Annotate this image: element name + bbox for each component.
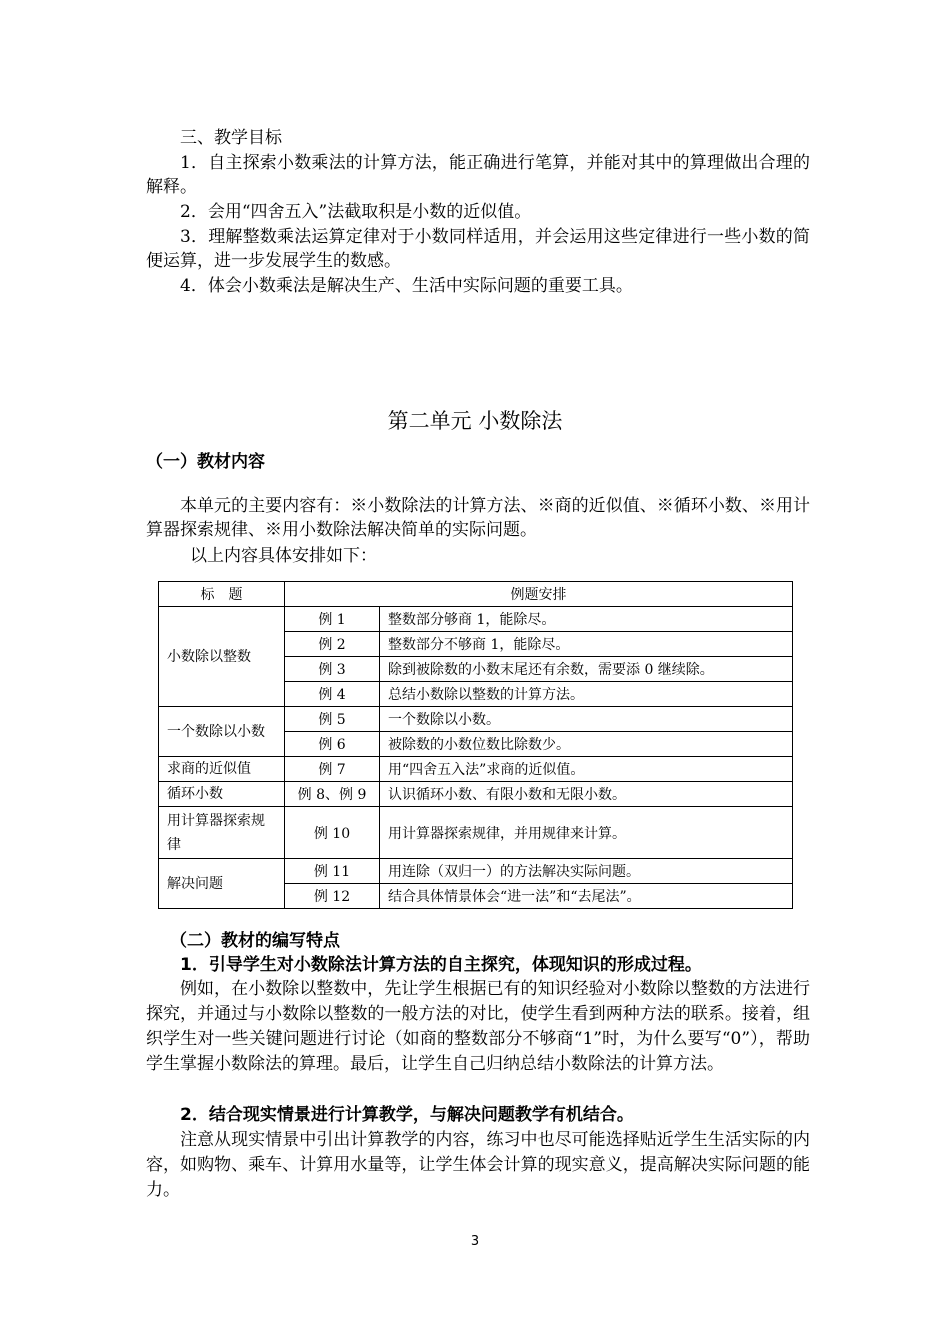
objective-item-2: 2．会用“四舍五入”法截取积是小数的近似值。 [180,202,532,222]
example-arrangement-table [158,581,793,909]
group-title: 循环小数 [159,782,285,807]
part1-heading: （一）教材内容 [146,452,265,472]
example-number: 例 3 [285,657,380,682]
example-description: 除到被除数的小数末尾还有余数，需要添 0 继续除。 [380,657,793,682]
section-heading: 三、教学目标 [180,128,282,148]
example-number: 例 12 [285,884,380,909]
arrangement-note: 以上内容具体安排如下： [190,546,377,566]
part2-heading: （二）教材的编写特点 [170,931,340,951]
group-title: 解决问题 [159,859,285,909]
example-number: 例 11 [285,859,380,884]
example-number: 例 4 [285,682,380,707]
example-number: 例 10 [285,807,380,859]
example-description: 用计算器探索规律，并用规律来计算。 [380,807,793,859]
example-number: 例 6 [285,732,380,757]
group-title: 求商的近似值 [159,757,285,782]
unit-title: 第二单元 小数除法 [387,409,563,433]
table-header-row [159,582,793,607]
content-intro: 本单元的主要内容有：※小数除法的计算方法、※商的近似值、※循环小数、※用计算器探索规律、※用小数除法解决简单的实际问题。 [146,496,810,540]
feature-1-body: 例如，在小数除以整数中，先让学生根据已有的知识经验对小数除以整数的方法进行探究，并通过与小数除以整数的一般方法的对比，使学生看到两种方法的联系。接着，组织学生对一些关键问题进行讨论（如商的整数部分不够商“1”时，为什么要写“0”），帮助学生掌握小数除法的算理。最后，让学生自己归纳总结小数除法的计算方法。 [146,979,810,1074]
table-row [159,859,793,884]
group-title: 小数除以整数 [159,607,285,707]
table-row [159,707,793,732]
example-description: 用连除（双归一）的方法解决实际问题。 [380,859,793,884]
table-row [159,757,793,782]
table-row [159,607,793,632]
example-number: 例 8、例 9 [285,782,380,807]
example-description: 一个数除以小数。 [380,707,793,732]
objective-item-1: 1．自主探索小数乘法的计算方法，能正确进行笔算，并能对其中的算理做出合理的解释。 [146,153,810,197]
example-number: 例 1 [285,607,380,632]
example-number: 例 7 [285,757,380,782]
feature-2-title: 2．结合现实情景进行计算教学，与解决问题教学有机结合。 [180,1105,634,1125]
objective-item-3: 3．理解整数乘法运算定律对于小数同样适用，并会运用这些定律进行一些小数的简便运算，进一步发展学生的数感。 [146,227,810,271]
example-description: 整数部分够商 1，能除尽。 [380,607,793,632]
group-title: 用计算器探索规律 [159,807,285,859]
example-description: 认识循环小数、有限小数和无限小数。 [380,782,793,807]
example-description: 总结小数除以整数的计算方法。 [380,682,793,707]
page-number: 3 [470,1234,480,1249]
header-title: 标 题 [159,582,285,607]
example-number: 例 2 [285,632,380,657]
objective-item-4: 4．体会小数乘法是解决生产、生活中实际问题的重要工具。 [180,276,633,296]
feature-1-title: 1．引导学生对小数除法计算方法的自主探究，体现知识的形成过程。 [180,955,702,975]
example-number: 例 5 [285,707,380,732]
example-description: 整数部分不够商 1，能除尽。 [380,632,793,657]
example-description: 用“四舍五入法”求商的近似值。 [380,757,793,782]
table-row [159,782,793,807]
group-title: 一个数除以小数 [159,707,285,757]
example-description: 结合具体情景体会“进一法”和“去尾法”。 [380,884,793,909]
example-description: 被除数的小数位数比除数少。 [380,732,793,757]
feature-2-body: 注意从现实情景中引出计算教学的内容，练习中也尽可能选择贴近学生生活实际的内容，如购物、乘车、计算用水量等，让学生体会计算的现实意义，提高解决实际问题的能力。 [146,1130,810,1200]
table-row [159,807,793,859]
header-arrangement: 例题安排 [285,582,793,607]
